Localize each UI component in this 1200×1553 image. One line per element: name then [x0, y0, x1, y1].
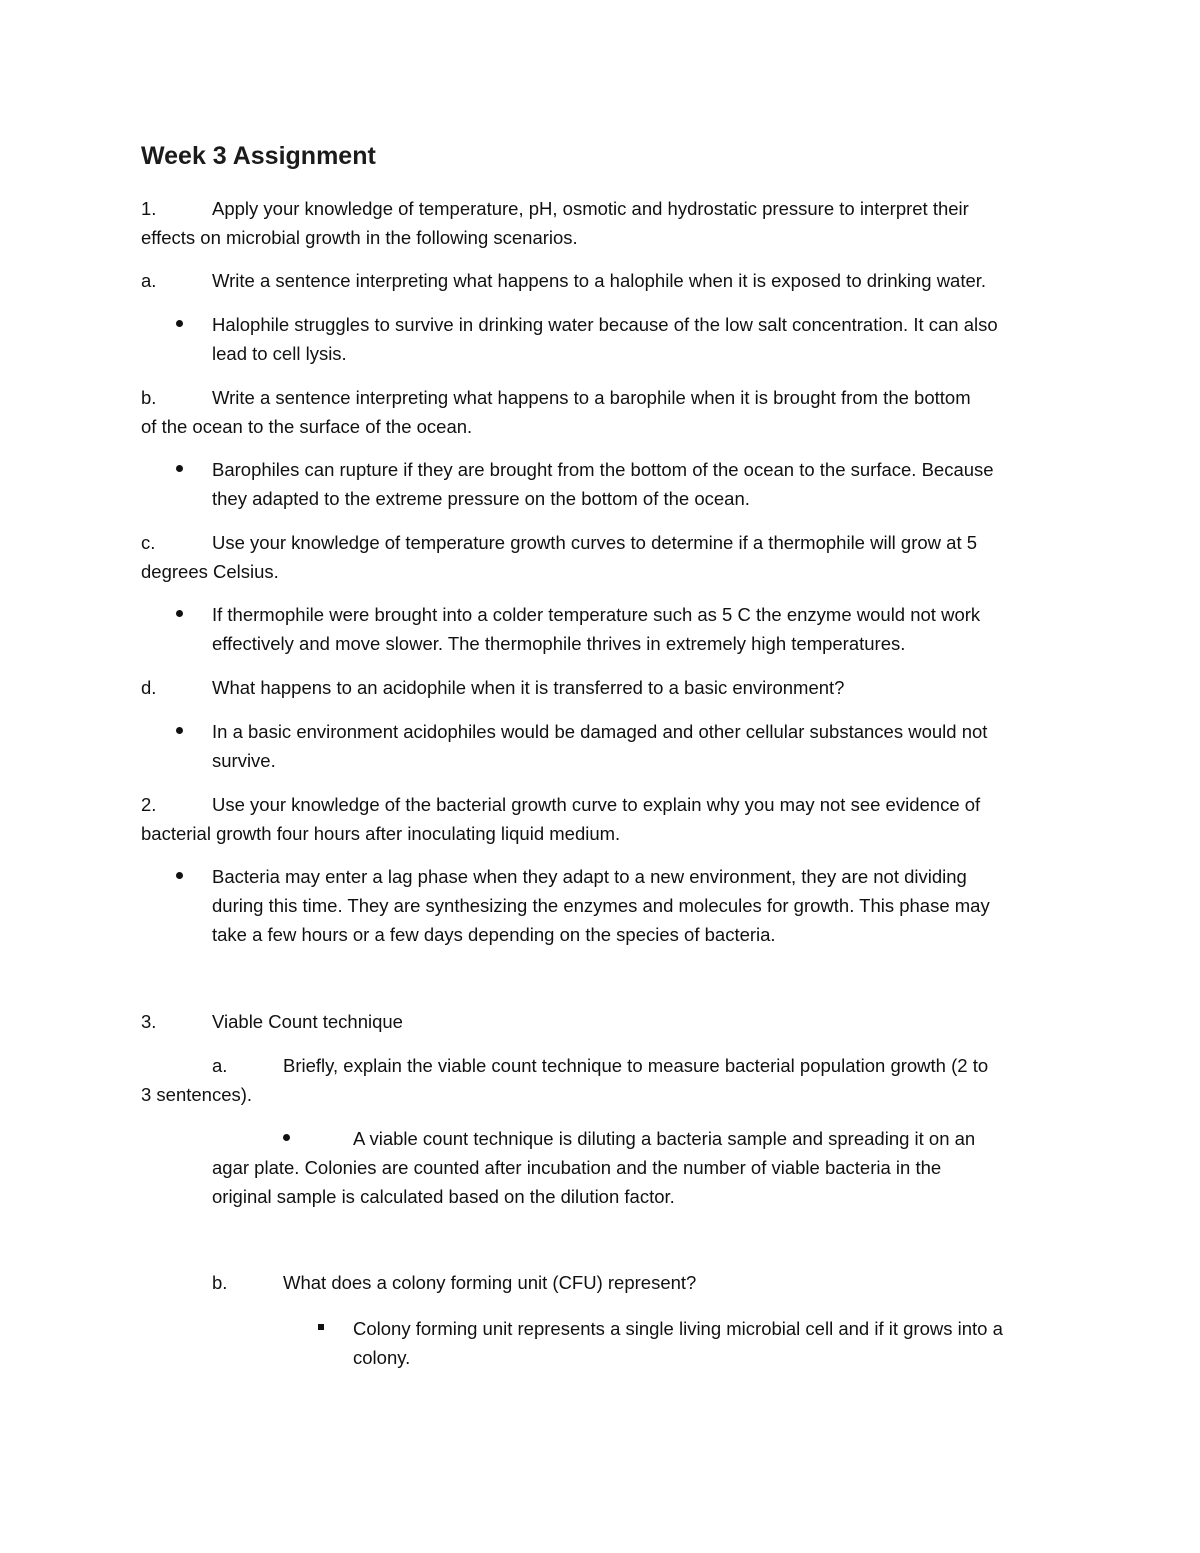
answer-1d-line-1: In a basic environment acidophiles would be damaged and other cellular substances would not	[212, 721, 988, 742]
answer-1a-line-1: Halophile struggles to survive in drinking water because of the low salt concentration. It can also	[212, 314, 998, 335]
answer-3b-line-2: colony.	[353, 1347, 411, 1368]
question-2-number: 2.	[141, 794, 157, 815]
answer-1b-line-2: they adapted to the extreme pressure on the bottom of the ocean.	[212, 488, 750, 509]
question-3b-label: b.	[212, 1272, 228, 1293]
answer-1d-line-2: survive.	[212, 750, 276, 771]
question-1c-text-line-2: degrees Celsius.	[141, 561, 279, 582]
answer-2-line-1: Bacteria may enter a lag phase when they adapt to a new environment, they are not dividing	[212, 866, 967, 887]
question-1-text-line-1: Apply your knowledge of temperature, pH, osmotic and hydrostatic pressure to interpret their	[212, 198, 969, 219]
question-3a-text-line-2: 3 sentences).	[141, 1084, 253, 1105]
question-1d-text: What happens to an acidophile when it is transferred to a basic environment?	[212, 677, 845, 698]
question-3-heading: Viable Count technique	[212, 1011, 403, 1032]
bullet-icon	[176, 465, 183, 472]
question-1c-label: c.	[141, 532, 156, 553]
question-3-number: 3.	[141, 1011, 157, 1032]
question-1b-text-line-1: Write a sentence interpreting what happens to a barophile when it is brought from the bottom	[212, 387, 971, 408]
question-3a-text-line-1: Briefly, explain the viable count technique to measure bacterial population growth (2 to	[283, 1055, 989, 1076]
question-1b-label: b.	[141, 387, 157, 408]
answer-1c-line-2: effectively and move slower. The thermophile thrives in extremely high temperatures.	[212, 633, 906, 654]
question-1-number: 1.	[141, 198, 157, 219]
square-bullet-icon	[318, 1324, 324, 1330]
page-title: Week 3 Assignment	[141, 142, 376, 170]
question-1a-text: Write a sentence interpreting what happens to a halophile when it is exposed to drinking water.	[212, 270, 987, 291]
answer-1a-line-2: lead to cell lysis.	[212, 343, 347, 364]
answer-3a-line-2: agar plate. Colonies are counted after incubation and the number of viable bacteria in the	[212, 1157, 942, 1178]
answer-2-line-3: take a few hours or a few days depending on the species of bacteria.	[212, 924, 776, 945]
question-1a-label: a.	[141, 270, 157, 291]
answer-3b-line-1: Colony forming unit represents a single living microbial cell and if it grows into a	[353, 1318, 1003, 1339]
question-1d-label: d.	[141, 677, 157, 698]
answer-3a-line-3: original sample is calculated based on the dilution factor.	[212, 1186, 675, 1207]
question-1b-text-line-2: of the ocean to the surface of the ocean.	[141, 416, 473, 437]
question-2-text-line-2: bacterial growth four hours after inoculating liquid medium.	[141, 823, 621, 844]
bullet-icon	[176, 320, 183, 327]
bullet-icon	[176, 727, 183, 734]
answer-1b-line-1: Barophiles can rupture if they are brought from the bottom of the ocean to the surface. Because	[212, 459, 994, 480]
question-2-text-line-1: Use your knowledge of the bacterial growth curve to explain why you may not see evidence of	[212, 794, 981, 815]
answer-1c-line-1: If thermophile were brought into a colder temperature such as 5 C the enzyme would not work	[212, 604, 981, 625]
bullet-icon	[176, 610, 183, 617]
question-3a-label: a.	[212, 1055, 228, 1076]
bullet-icon	[283, 1134, 290, 1141]
bullet-icon	[176, 872, 183, 879]
question-1-text-line-2: effects on microbial growth in the following scenarios.	[141, 227, 578, 248]
question-1c-text-line-1: Use your knowledge of temperature growth curves to determine if a thermophile will grow at 5	[212, 532, 978, 553]
answer-2-line-2: during this time. They are synthesizing the enzymes and molecules for growth. This phase may	[212, 895, 990, 916]
question-3b-text: What does a colony forming unit (CFU) represent?	[283, 1272, 697, 1293]
answer-3a-line-1: A viable count technique is diluting a bacteria sample and spreading it on an	[353, 1128, 976, 1149]
